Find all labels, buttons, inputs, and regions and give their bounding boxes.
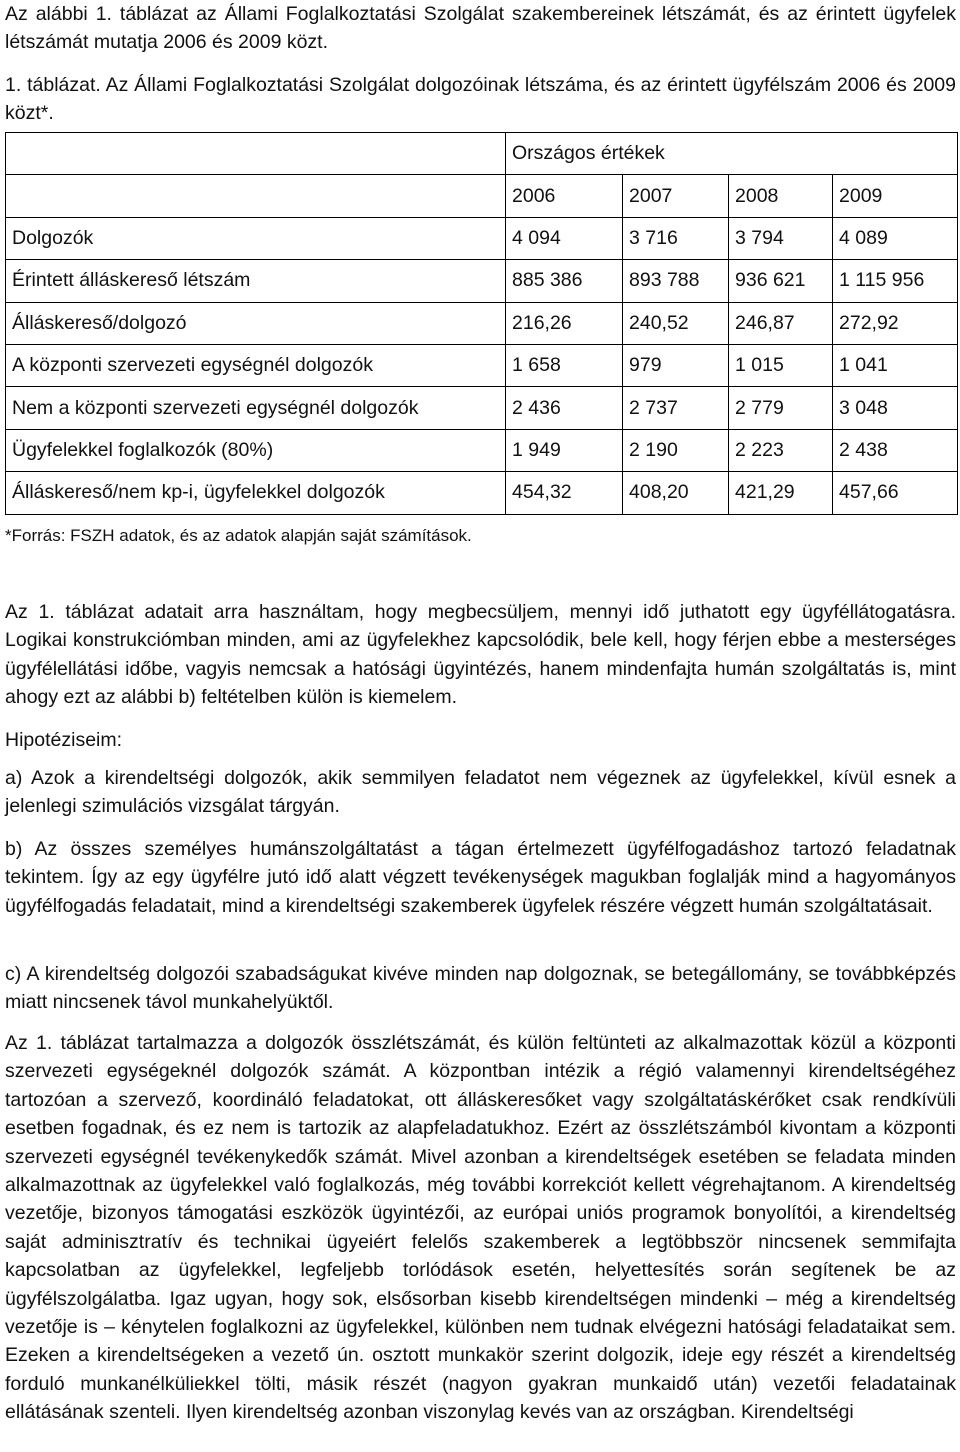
row-label: Álláskereső/dolgozó [6, 302, 506, 344]
table-cell: 2 737 [623, 387, 729, 429]
source-note: *Forrás: FSZH adatok, és az adatok alapján saját számítások. [5, 526, 472, 545]
row-label: Nem a központi szervezeti egységnél dolgozók [6, 387, 506, 429]
table-row [6, 302, 958, 344]
table-row [6, 344, 958, 386]
table-cell: 2 438 [833, 429, 958, 471]
table-group-header: Országos értékek [506, 133, 958, 175]
year-header: 2008 [729, 175, 833, 217]
table-cell: 1 658 [506, 344, 623, 386]
table-cell: 1 041 [833, 344, 958, 386]
row-label: Ügyfelekkel foglalkozók (80%) [6, 429, 506, 471]
table-cell: 4 094 [506, 217, 623, 259]
table-row [6, 260, 958, 302]
hypothesis-c: c) A kirendeltség dolgozói szabadságukat kivéve minden nap dolgoznak, se betegállomány, se továbbképzés miatt nincsenek távol munkahelyüktől. [5, 963, 956, 1014]
table-cell: 240,52 [623, 302, 729, 344]
year-header: 2009 [833, 175, 958, 217]
hypothesis-a: a) Azok a kirendeltségi dolgozók, akik semmilyen feladatot nem végeznek az ügyfelekkel, kívül esnek a jelenlegi szimulációs vizsgálat tárgyán. [5, 767, 956, 818]
table-row [6, 429, 958, 471]
row-label: A központi szervezeti egységnél dolgozók [6, 344, 506, 386]
table-cell: 272,92 [833, 302, 958, 344]
table-cell: 885 386 [506, 260, 623, 302]
hypothesis-b: b) Az összes személyes humánszolgáltatást a tágan értelmezett ügyfélfogadáshoz tartozó feladatnak tekintem. Így az egy ügyfélre jutó idő alatt végzett tevékenységek magukban foglalják mind a hagyományos ügyfélfogadás feladatait, mind a kirendeltségi szakemberek ügyfelek részére végzett humán szolgáltatásait. [5, 838, 956, 917]
table-cell: 216,26 [506, 302, 623, 344]
table-cell: 2 190 [623, 429, 729, 471]
table-row [6, 387, 958, 429]
table-cell: 893 788 [623, 260, 729, 302]
table-cell: 457,66 [833, 472, 958, 514]
row-label: Dolgozók [6, 217, 506, 259]
table-caption: 1. táblázat. Az Állami Foglalkoztatási Szolgálat dolgozóinak létszáma, és az érintett ügyfélszám 2006 és 2009 közt*. [5, 74, 956, 125]
intro-paragraph: Az alábbi 1. táblázat az Állami Foglalkoztatási Szolgálat szakembereinek létszámát, és az érintett ügyfelek létszámát mutatja 2006 és 2009 közt. [5, 3, 956, 54]
table-cell: 246,87 [729, 302, 833, 344]
table-cell: 2 223 [729, 429, 833, 471]
table-header-years-row [6, 175, 958, 217]
table-cell: 408,20 [623, 472, 729, 514]
row-label: Érintett álláskereső létszám [6, 260, 506, 302]
table-cell: 2 436 [506, 387, 623, 429]
table-cell: 2 779 [729, 387, 833, 429]
table-cell: 1 949 [506, 429, 623, 471]
row-label: Álláskereső/nem kp-i, ügyfelekkel dolgozók [6, 472, 506, 514]
table-row [6, 217, 958, 259]
table-row [6, 472, 958, 514]
body-paragraph-2: Az 1. táblázat tartalmazza a dolgozók összlétszámát, és külön feltünteti az alkalmazottak közül a központi szervezeti egységeknél dolgozók számát. A központban intézik a régió valamennyi kirendeltségéhez tartozóan a szervező, koordináló feladatokat, ott álláskeresőket vagy szolgáltatáskérőket csak rendkívüli esetben fogadnak, és ez nem is tartozik az alapfeladatukhoz. Ezért az összlétszámból kivontam a központi szervezeti egységnél tevékenykedők számát. Mivel azonban a kirendeltségek esetében se feladata minden alkalmazottnak az ügyfelekkel való foglalkozás, még további korrekciót kellett végrehajtanom. A kirendeltség vezetője, bizonyos támogatási eszközök ügyintézői, az európai uniós programok bonyolítói, a kirendeltség saját adminisztratív és technikai ügyeiért felelős szakemberek a legtöbbször nincsenek semmifajta kapcsolatban az ügyfelekkel, legfeljebb torlódások esetén, helyettesítés során segítenek be az ügyfélszolgálatba. Igaz ugyan, hogy sok, elsősorban kisebb kirendeltségen mindenki – még a kirendeltség vezetője is – kénytelen foglalkozni az ügyfelekkel, különben nem tudnak elvégezni hatósági feladataikat sem. Ezeken a kirendeltségeken a vezető ún. osztott munkakör szerint dolgozik, ideje egy részét a kirendeltség forduló munkanélküliekkel tölti, másik részét (nagyon gyakran munkaidő után) vezetői feladatainak ellátásának szenteli. Ilyen kirendeltség azonban viszonylag kevés van az országban. Kirendeltségi [5, 1032, 956, 1424]
table-cell: 3 048 [833, 387, 958, 429]
year-header: 2007 [623, 175, 729, 217]
table-cell: 3 716 [623, 217, 729, 259]
table-cell: 1 015 [729, 344, 833, 386]
table-cell: 454,32 [506, 472, 623, 514]
table-cell: 1 115 956 [833, 260, 958, 302]
staffing-table [5, 132, 957, 515]
table-cell: 421,29 [729, 472, 833, 514]
year-header: 2006 [506, 175, 623, 217]
table-cell: 936 621 [729, 260, 833, 302]
table-header-empty-cell [6, 175, 506, 217]
table-cell: 4 089 [833, 217, 958, 259]
table-cell: 3 794 [729, 217, 833, 259]
hypotheses-title: Hipotéziseim: [5, 729, 123, 751]
table-header-group-row [6, 133, 958, 175]
table-cell: 979 [623, 344, 729, 386]
table-header-empty-cell [6, 133, 506, 175]
body-paragraph-1: Az 1. táblázat adatait arra használtam, hogy megbecsüljem, mennyi idő juthatott egy ügyféllátogatásra. Logikai konstrukciómban minden, ami az ügyfelekhez kapcsolódik, bele kell, hogy férjen ebbe a mesterséges ügyfélellátási időbe, vagyis nemcsak a hatósági ügyintézés, hanem mindenfajta humán szolgáltatás is, mint ahogy ezt az alábbi b) feltételben külön is kiemelem. [5, 601, 956, 709]
